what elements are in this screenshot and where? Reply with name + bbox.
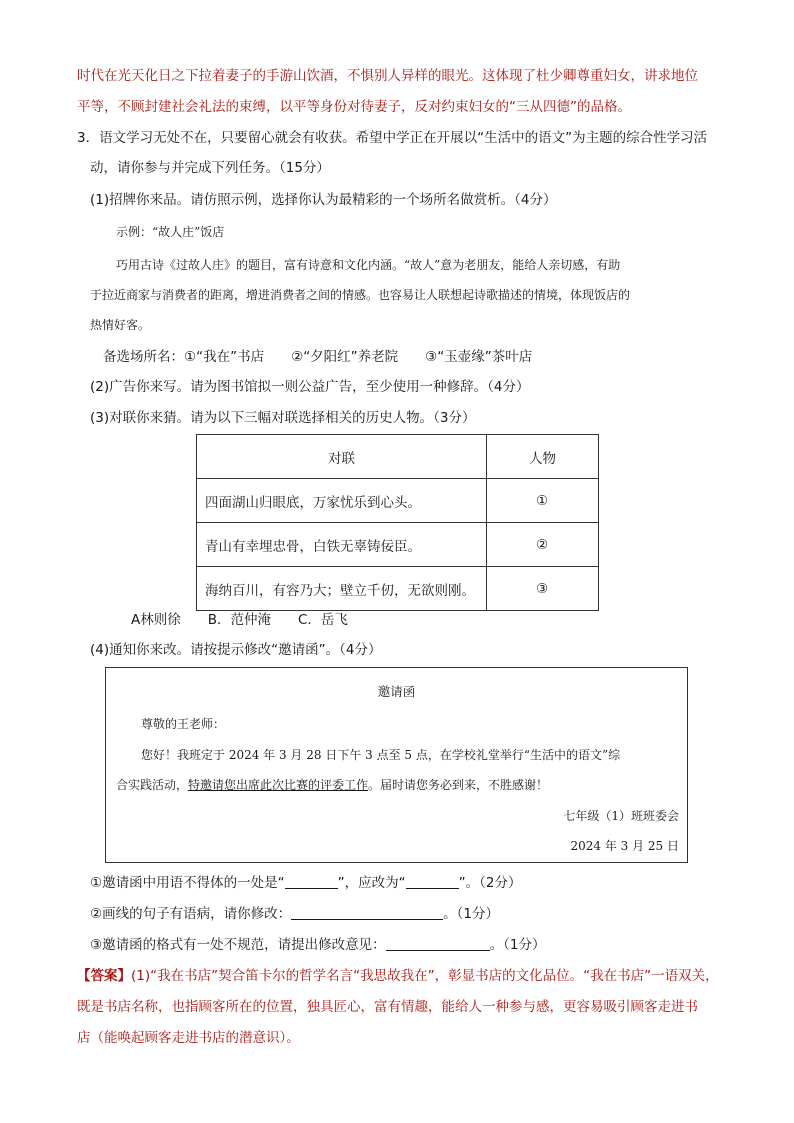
question-text: ③邀请函的格式有一处不规范，请提出修改意见： bbox=[90, 937, 386, 953]
question-text: ①邀请函中用语不得体的一处是“ bbox=[90, 875, 285, 891]
example-line-1: 巧用古诗《过故人庄》的题目，富有诗意和文化内涵。“故人”意为老朋友，能给人亲切感，有助 bbox=[116, 258, 621, 272]
intro-line-2: 平等，不顾封建社会礼法的束缚，以平等身份对待妻子，反对约束妇女的“三从四德”的品格。 bbox=[77, 99, 631, 115]
answer-blank[interactable] bbox=[285, 874, 338, 889]
sub-question-3-title: (3)对联你来猜。请为以下三幅对联选择相关的历史人物。（3分） bbox=[90, 410, 476, 426]
table-row bbox=[197, 479, 599, 523]
letter-date: 2024 年 3 月 25 日 bbox=[570, 839, 679, 853]
question-3-line-1: 3．语文学习无处不在，只要留心就会有收获。希望中学正在开展以“生活中的语文”为主题的综合性学习活 bbox=[77, 130, 708, 146]
couplet-cell: 青山有幸埋忠骨，白铁无辜铸佞臣。 bbox=[197, 523, 487, 567]
person-cell: ① bbox=[487, 479, 599, 523]
person-choices: A林则徐 B．范仲淹 C．岳飞 bbox=[131, 612, 348, 628]
person-cell: ② bbox=[487, 523, 599, 567]
question-4c bbox=[90, 935, 545, 955]
question-3-line-2: 动，请你参与并完成下列任务。（15分） bbox=[90, 160, 330, 176]
intro-line-1: 时代在光天化日之下拉着妻子的手游山饮酒，不惧别人异样的眼光。这体现了杜少卿尊重妇女，讲求地位 bbox=[77, 68, 698, 84]
table-header-person: 人物 bbox=[487, 435, 599, 479]
answer-line-2: 既是书店名称，也指顾客所在的位置，独具匠心，富有情趣，能给人一种参与感，更容易吸引顾客走进书 bbox=[77, 999, 698, 1015]
answer-label: 【答案】 bbox=[77, 968, 131, 984]
letter-salutation: 尊敬的王老师： bbox=[141, 717, 226, 731]
question-4a bbox=[90, 873, 521, 893]
sub-question-2-title: (2)广告你来写。请为图书馆拟一则公益广告，至少使用一种修辞。（4分） bbox=[90, 379, 530, 395]
couplet-cell: 四面湖山归眼底，万家忧乐到心头。 bbox=[197, 479, 487, 523]
letter-body-text: 。届时请您务必到来，不胜感谢！ bbox=[368, 778, 549, 792]
letter-body-line-1: 您好！我班定于 2024 年 3 月 28 日下午 3 点至 5 点，在学校礼堂举行“生活中的语文”综 bbox=[141, 748, 621, 762]
couplet-table bbox=[196, 434, 599, 611]
example-title: 示例：“故人庄”饭店 bbox=[116, 225, 225, 239]
answer-line-1 bbox=[77, 966, 719, 986]
question-text: 。（1分） bbox=[489, 937, 546, 953]
question-text: 。（1分） bbox=[443, 906, 499, 922]
table-row bbox=[197, 567, 599, 611]
answer-line-3: 店（能唤起顾客走进书店的潜意识）。 bbox=[77, 1030, 300, 1046]
example-line-3: 热情好客。 bbox=[90, 318, 151, 332]
answer-text: (1)“我在书店”契合笛卡尔的哲学名言“我思故我在”，彰显书店的文化品位。“我在书店”一语双关， bbox=[131, 968, 719, 984]
answer-blank[interactable] bbox=[291, 905, 443, 920]
letter-sender: 七年级（1）班班委会 bbox=[563, 809, 679, 823]
letter-body-text: 合实践活动， bbox=[116, 778, 189, 792]
question-4b bbox=[90, 904, 499, 924]
example-line-2: 于拉近商家与消费者的距离，增进消费者之间的情感。也容易让人联想起诗歌描述的情境，体现饭店的 bbox=[90, 288, 631, 302]
answer-blank[interactable] bbox=[406, 874, 459, 889]
table-row bbox=[197, 523, 599, 567]
letter-heading: 邀请函 bbox=[377, 684, 416, 699]
answer-blank[interactable] bbox=[386, 936, 490, 951]
underlined-sentence: 特邀请您出席此次比赛的评委工作 bbox=[188, 778, 369, 792]
couplet-cell: 海纳百川，有容乃大；壁立千仞，无欲则刚。 bbox=[197, 567, 487, 611]
sub-question-1-title: (1)招牌你来品。请仿照示例，选择你认为最精彩的一个场所名做赏析。（4分） bbox=[90, 192, 557, 208]
person-cell: ③ bbox=[487, 567, 599, 611]
invitation-letter-box bbox=[105, 667, 688, 863]
table-header-row bbox=[197, 435, 599, 479]
sub-question-4-title: (4)通知你来改。请按提示修改“邀请函”。（4分） bbox=[90, 642, 382, 658]
question-text: ”。（2分） bbox=[458, 875, 522, 891]
candidate-places: 备选场所名：①“我在”书店 ②“夕阳红”养老院 ③“玉壶缘”茶叶店 bbox=[103, 349, 533, 365]
question-text: ②画线的句子有语病，请你修改： bbox=[90, 906, 292, 922]
letter-body-line-2 bbox=[116, 776, 548, 793]
question-text: ”，应改为“ bbox=[337, 875, 406, 891]
table-header-couplet: 对联 bbox=[197, 435, 487, 479]
